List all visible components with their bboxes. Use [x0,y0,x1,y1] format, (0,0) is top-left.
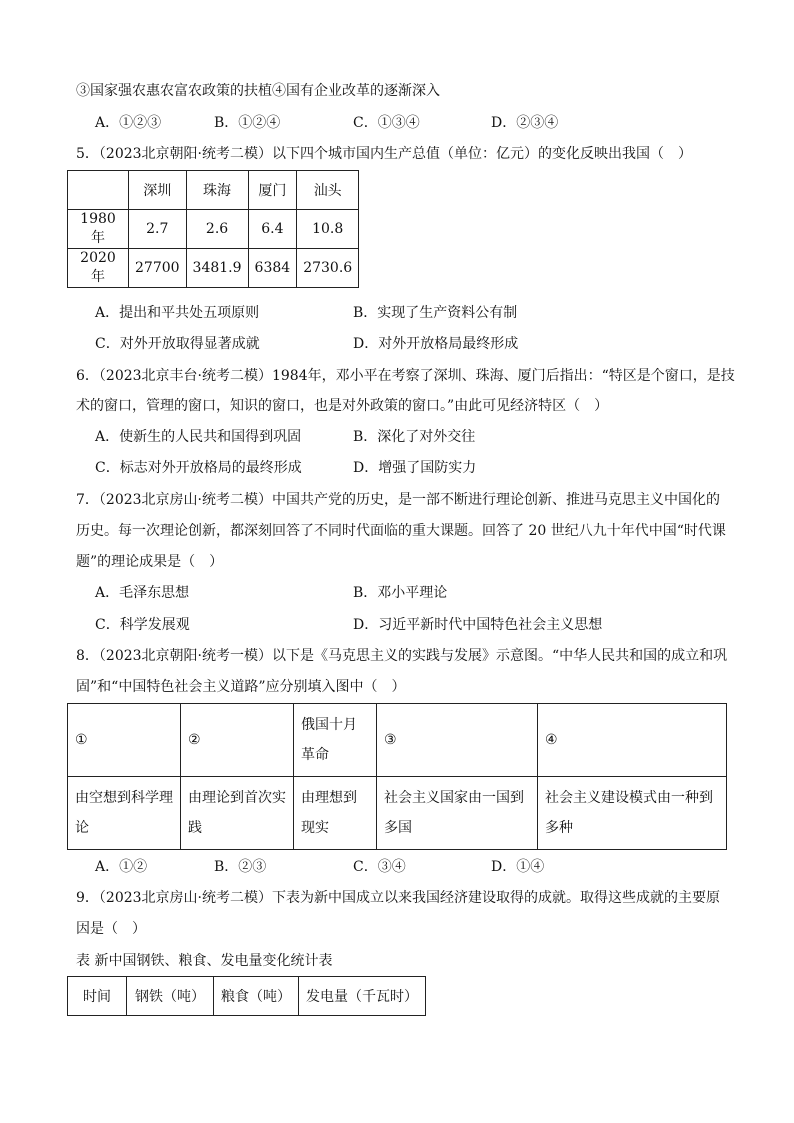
table-cell: 3481.9 [186,249,248,288]
q7-option-a[interactable]: A．毛泽东思想 [95,585,190,601]
table-cell: 由空想到科学理论 [68,777,181,850]
q5-stem: 5．（2023北京朝阳·统考二模）以下四个城市国内生产总值（单位：亿元）的变化反映出我国（ ） [76,146,692,162]
q8-option-c[interactable]: C．③④ [353,859,406,875]
table-cell: 厦门 [248,171,297,210]
table-cell: 深圳 [129,171,187,210]
table-cell: 粮食（吨） [214,977,299,1016]
table-cell: ① [68,704,181,777]
q5-option-b[interactable]: B．实现了生产资料公有制 [353,305,518,321]
q7-option-b[interactable]: B．邓小平理论 [353,585,448,601]
table-cell: 社会主义建设模式由一种到多种 [538,777,727,850]
q8-stem-line-2: 固”和“中国特色社会主义道路”应分别填入图中（ ） [76,679,406,695]
q7-stem-line-2: 历史。每一次理论创新，都深刻回答了不同时代面临的重大课题。回答了 20 世纪八九十年代中国“时代课 [76,523,726,539]
table-cell: 时间 [68,977,127,1016]
table-cell: 钢铁（吨） [127,977,214,1016]
q5-option-d[interactable]: D．对外开放格局最终形成 [353,336,519,352]
table-cell: 社会主义国家由一国到多国 [377,777,538,850]
table-row [68,777,727,850]
q9-stem-line-1: 9．（2023北京房山·统考二模）下表为新中国成立以来我国经济建设取得的成就。取得这些成就的主要原 [76,890,720,906]
q6-option-d[interactable]: D．增强了国防实力 [353,460,477,476]
q8-option-a[interactable]: A．①② [95,859,148,875]
q9-stem-line-2: 因是（ ） [76,921,146,937]
q6-stem-line-1: 6．（2023北京丰台·统考二模）1984年，邓小平在考察了深圳、珠海、厦门后指出：“特区是个窗口，是技 [76,368,735,384]
q5-gdp-table [67,170,359,288]
table-cell: 发电量（千瓦时） [299,977,426,1016]
q6-option-b[interactable]: B．深化了对外交往 [353,429,476,445]
q6-stem-line-2: 术的窗口，管理的窗口，知识的窗口，也是对外政策的窗口。”由此可见经济特区（ ） [76,398,609,414]
q8-diagram-table [67,703,727,850]
q7-option-c[interactable]: C．科学发展观 [95,617,190,633]
q7-option-d[interactable]: D．习近平新时代中国特色社会主义思想 [353,617,603,633]
table-row [68,210,359,249]
table-cell: 珠海 [186,171,248,210]
table-row [68,704,727,777]
table-cell: 由理想到现实 [294,777,377,850]
table-cell: 2.6 [186,210,248,249]
table-cell: ④ [538,704,727,777]
table-cell: 1980年 [68,210,129,249]
table-cell: 2730.6 [297,249,359,288]
q8-stem-line-1: 8．（2023北京朝阳·统考一模）以下是《马克思主义的实践与发展》示意图。“中华人民共和国的成立和巩 [76,648,728,664]
q9-stats-table [67,976,426,1016]
table-cell: 6384 [248,249,297,288]
q5-option-a[interactable]: A．提出和平共处五项原则 [95,305,260,321]
prev-option-d[interactable]: D．②③④ [491,115,559,131]
table-cell: 俄国十月革命 [294,704,377,777]
q8-option-d[interactable]: D．①④ [491,859,545,875]
prev-option-b[interactable]: B．①②④ [214,115,281,131]
prev-option-a[interactable]: A．①②③ [95,115,162,131]
table-cell: 6.4 [248,210,297,249]
table-cell: 由理论到首次实践 [181,777,294,850]
table-row [68,249,359,288]
q7-stem-line-3: 题”的理论成果是（ ） [76,554,224,570]
table-cell: 10.8 [297,210,359,249]
table-cell [68,171,129,210]
table-cell: 27700 [129,249,187,288]
q9-table-caption: 表 新中国钢铁、粮食、发电量变化统计表 [76,953,333,969]
table-cell: 2.7 [129,210,187,249]
prev-option-c[interactable]: C．①③④ [353,115,420,131]
q7-stem-line-1: 7．（2023北京房山·统考二模）中国共产党的历史，是一部不断进行理论创新、推进马克思主义中国化的 [76,492,720,508]
q6-option-c[interactable]: C．标志对外开放格局的最终形成 [95,460,302,476]
q5-option-c[interactable]: C．对外开放取得显著成就 [95,336,260,352]
table-row [68,171,359,210]
table-cell: 2020年 [68,249,129,288]
q8-option-b[interactable]: B．②③ [214,859,267,875]
table-cell: ③ [377,704,538,777]
table-row [68,977,426,1016]
table-cell: ② [181,704,294,777]
q6-option-a[interactable]: A．使新生的人民共和国得到巩固 [95,429,302,445]
table-cell: 汕头 [297,171,359,210]
previous-question-continuation: ③国家强农惠农富农政策的扶植④国有企业改革的逐渐深入 [76,83,440,99]
